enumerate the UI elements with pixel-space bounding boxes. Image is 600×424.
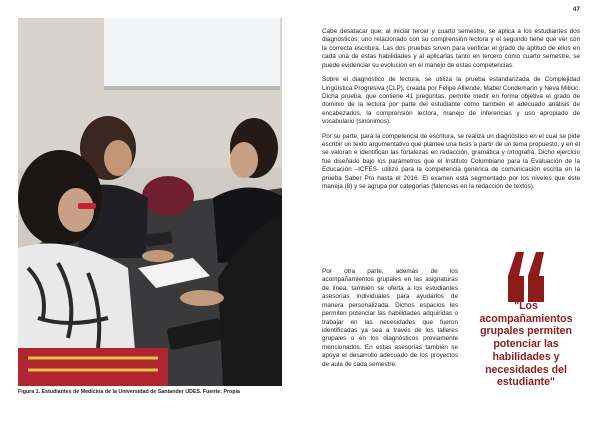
paragraph-individual-advising: Por otra parte, además de los acompañamientos grupales en las asignaturas de línea, también se oferta a los estudiantes asesorías individuales para ayudarlos de manera personalizada. Dichos espacios les permiten potenciar las habilidades adquiridas o trabajar en las necesidades que fueron identificadas ya sea a través de los talleres grupales o en los diagnósticos previamente mencionados. En estas asesorías también se apoya el desarrollo adecuado de los proyectos de aula de cada semestre. bbox=[322, 268, 458, 368]
main-text-column bbox=[322, 28, 580, 198]
page-number: 47 bbox=[572, 6, 580, 13]
figure-caption: Figura 1. Estudiantes de Medicina de la Universidad de Santander UDES. Fuente: Propia bbox=[18, 389, 240, 395]
paragraph-diagnostics: Cabe desatacar que, al iniciar tercer y cuarto semestre, se aplica a los estudiantes dos diagnósticos: uno relacionado con su comprensión lectora y el segundo tiene que ver con la correcta escritura. Las dos pruebas sirven para verificar el grado de aptitud de ellos en cada una de estas habilidades y al aplicarlas tanto en tercero como cuarto semestre, se puede evidenciar su evolución en el manejo de estas competencias. bbox=[322, 28, 580, 69]
quote-mark-icon bbox=[506, 248, 546, 308]
bottom-text-column bbox=[322, 268, 458, 369]
photo-illustration bbox=[18, 18, 282, 386]
students-photo bbox=[18, 18, 282, 386]
pull-quote: "Los acompañamientos grupales permiten potenciar las habilidades y necesidades del estudiante" bbox=[479, 300, 573, 389]
paragraph-writing-test: Por su parte, para la competencia de escritura, se realiza un diagnóstico en el cual se pide escribir un texto argumentativo que plantee una tesis a partir de un tema propuesto, y en él se valoran e identifican las fortalezas en redacción, gramática y ortografía. Dicho ejercicio fue diseñado bajo los parámetros que el Instituto Colombiano para la Evaluación de la Educación –ICFES- utilizó para la competencia genérica de comunicación escrita en la prueba Saber Pro hasta el 2016. El examen está segmentado por los niveles que éste maneja (8) y se agrupa por categorías (falencias en la redacción de textos). bbox=[322, 132, 580, 191]
paragraph-reading-test: Sobre el diagnóstico de lectura, se utiliza la prueba estandarizada de Complejidad Lingüística Progresiva (CLP), creada por Felipe Alliende, Mabel Condemarín y Neva Milicic. Dicha prueba, que contiene 41 preguntas, permite medir en forma objetiva el grado de dominio de la lectura por parte del estudiante como también el adecuado análisis de encabezados, la comprensión lectora, manejo de inferencias y uso apropiado de vocabulario (sinónimos). bbox=[322, 76, 580, 126]
